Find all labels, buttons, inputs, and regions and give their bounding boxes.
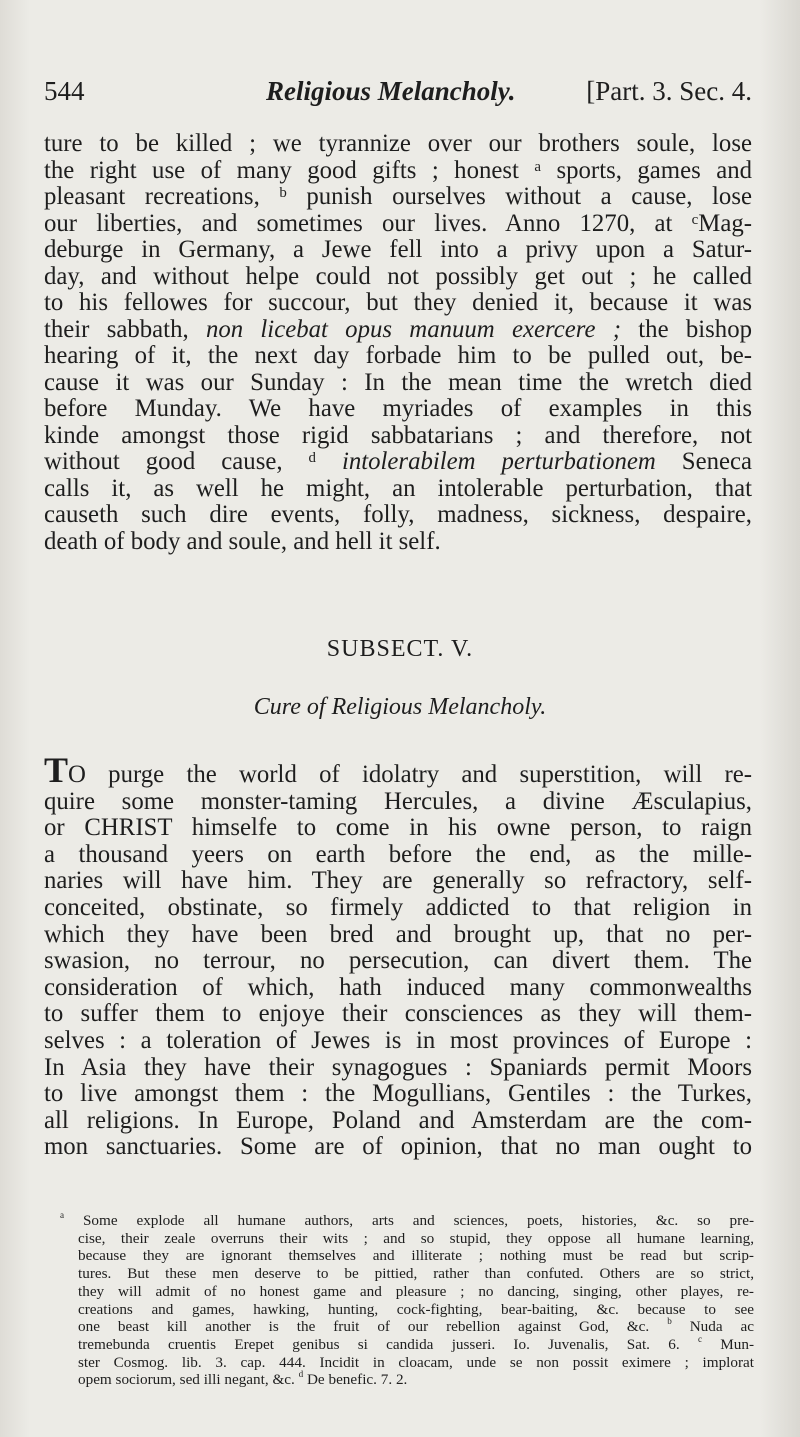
text-line: without good cause, $^d$ intolerabilem perturbationem Seneca (44, 448, 752, 475)
footnote-line: one beast kill another is the fruit of our rebellion against God, &c. $^b$ Nuda ac (78, 1316, 755, 1336)
text-line: day, and without helpe could not possibly get out ; he called (44, 262, 752, 290)
footnote-line: $^a$ Some explode all humane authors, arts and sciences, poets, histories, &c. so pre- (60, 1210, 755, 1229)
text-line: their sabbath, non licebat opus manuum exercere ; the bishop (44, 315, 752, 343)
footnote-ref-b[interactable]: b (279, 185, 287, 201)
footnote-mark-d: d (298, 1369, 304, 1380)
text-line: hearing of it, the next day forbade him to be pulled out, be- (44, 342, 752, 369)
footnotes (60, 1210, 755, 1389)
paragraph-new (44, 750, 752, 1161)
text-line: to live amongst them : the Mogullians, Gentiles : the Turkes, (44, 1080, 752, 1108)
text-line: selves : a toleration of Jewes is in most provinces of Europe : (44, 1026, 752, 1054)
text-line: deburge in Germany, a Jewe fell into a privy upon a Satur- (44, 236, 752, 263)
text-line: mon sanctuaries. Some are of opinion, that no man ought to (44, 1133, 752, 1161)
text-line: TO purge the world of idolatry and superstition, will re- (44, 750, 752, 790)
text-line: conceited, obstinate, so firmely addicted to that religion in (44, 893, 752, 921)
footnote-line: ster Cosmog. lib. 3. cap. 444. Incidit in cloacam, unde se non possit eximere ; implorat (78, 1353, 754, 1371)
footnote-line: opem sociorum, sed illi negant, &c. $^d$ De benefic. 7. 2. (78, 1369, 408, 1389)
paragraph-continued (44, 131, 752, 555)
text-line: to his fellowes for succour, but they denied it, because it was (44, 289, 752, 316)
text-line: quire some monster-taming Hercules, a divine Æsculapius, (44, 787, 752, 815)
footnote-mark-b: b (667, 1316, 672, 1327)
text-line: the right use of many good gifts ; honest $^a$ sports, games and (44, 156, 753, 184)
text-line: swasion, no terrour, no persecution, can divert them. The (44, 947, 752, 975)
text-line: consideration of which, hath induced many commonwealths (44, 973, 752, 1001)
text-line: causeth such dire events, folly, madness, sickness, despaire, (44, 501, 752, 528)
latin-phrase: non licebat opus manuum exercere ; (205, 315, 622, 343)
footnote-line: they will admit of no honest game and pleasure ; no dancing, singing, other playes, re- (78, 1282, 754, 1300)
footnote-line: tures. But these men deserve to be pittied, rather than confuted. Others are so strict, (78, 1265, 754, 1283)
footnote-line: cise, their zeale overruns their wits ; and so stupid, they oppose all humane learning, (78, 1229, 754, 1247)
footnote-ref-a[interactable]: a (534, 158, 542, 175)
text-line: calls it, as well he might, an intolerable perturbation, that (44, 474, 752, 502)
text-line: cause it was our Sunday : In the mean time the wretch died (44, 368, 752, 396)
page-number: 544 (44, 76, 85, 106)
text-line: which they have been bred and brought up, that no per- (44, 920, 752, 948)
footnote-ref-d[interactable]: d (308, 450, 316, 466)
footnote-line: because they are ignorant themselves and illiterate ; nothing must be read but scrip- (78, 1247, 754, 1265)
text-line: before Munday. We have myriades of examples in this (44, 395, 752, 422)
text-line: naries will have him. They are generally so refractory, self- (44, 867, 752, 895)
text-line: all religions. In Europe, Poland and Amsterdam are the com- (44, 1106, 752, 1134)
text-line: ture to be killed ; we tyrannize over our brothers soule, lose (44, 130, 752, 157)
footnote-ref-c[interactable]: c (691, 211, 699, 228)
text-line: a thousand yeers on earth before the end, as the mille- (44, 840, 752, 868)
text-line: kinde amongst those rigid sabbatarians ; and therefore, not (44, 421, 752, 449)
text-line: to suffer them to enjoye their consciences as they will them- (44, 1000, 752, 1028)
text-line: or CHRIST himselfe to come in his owne person, to raign (44, 814, 752, 842)
running-title: Religious Melancholy. (266, 76, 516, 106)
footnote-line: tremebunda cruentis Erepet genibus si candida jusseri. Io. Juvenalis, Sat. 6. $^c$ Mun- (78, 1333, 755, 1353)
footnote-line: creations and games, hawking, hunting, cock-fighting, bear-baiting, &c. because to see (78, 1300, 754, 1318)
text-line: our liberties, and sometimes our lives. Anno 1270, at $^c$Mag- (44, 209, 752, 237)
footnote-mark-c: c (697, 1333, 702, 1344)
subsection-heading: SUBSECT. V. (326, 636, 474, 662)
drop-cap: T (44, 750, 69, 790)
text-line: In Asia they have their synagogues : Spaniards permit Moors (44, 1053, 752, 1081)
part-section-label: [Part. 3. Sec. 4. (586, 76, 752, 106)
latin-phrase: intolerabilem perturbationem (341, 448, 656, 475)
subsection-title: Cure of Religious Melancholy. (253, 694, 547, 720)
running-header (44, 76, 752, 116)
footnote-mark-a: a (60, 1210, 65, 1220)
text-line: pleasant recreations, $^b$ punish ourselves without a cause, lose (44, 183, 752, 210)
text-line: death of body and soule, and hell it self. (44, 527, 441, 555)
